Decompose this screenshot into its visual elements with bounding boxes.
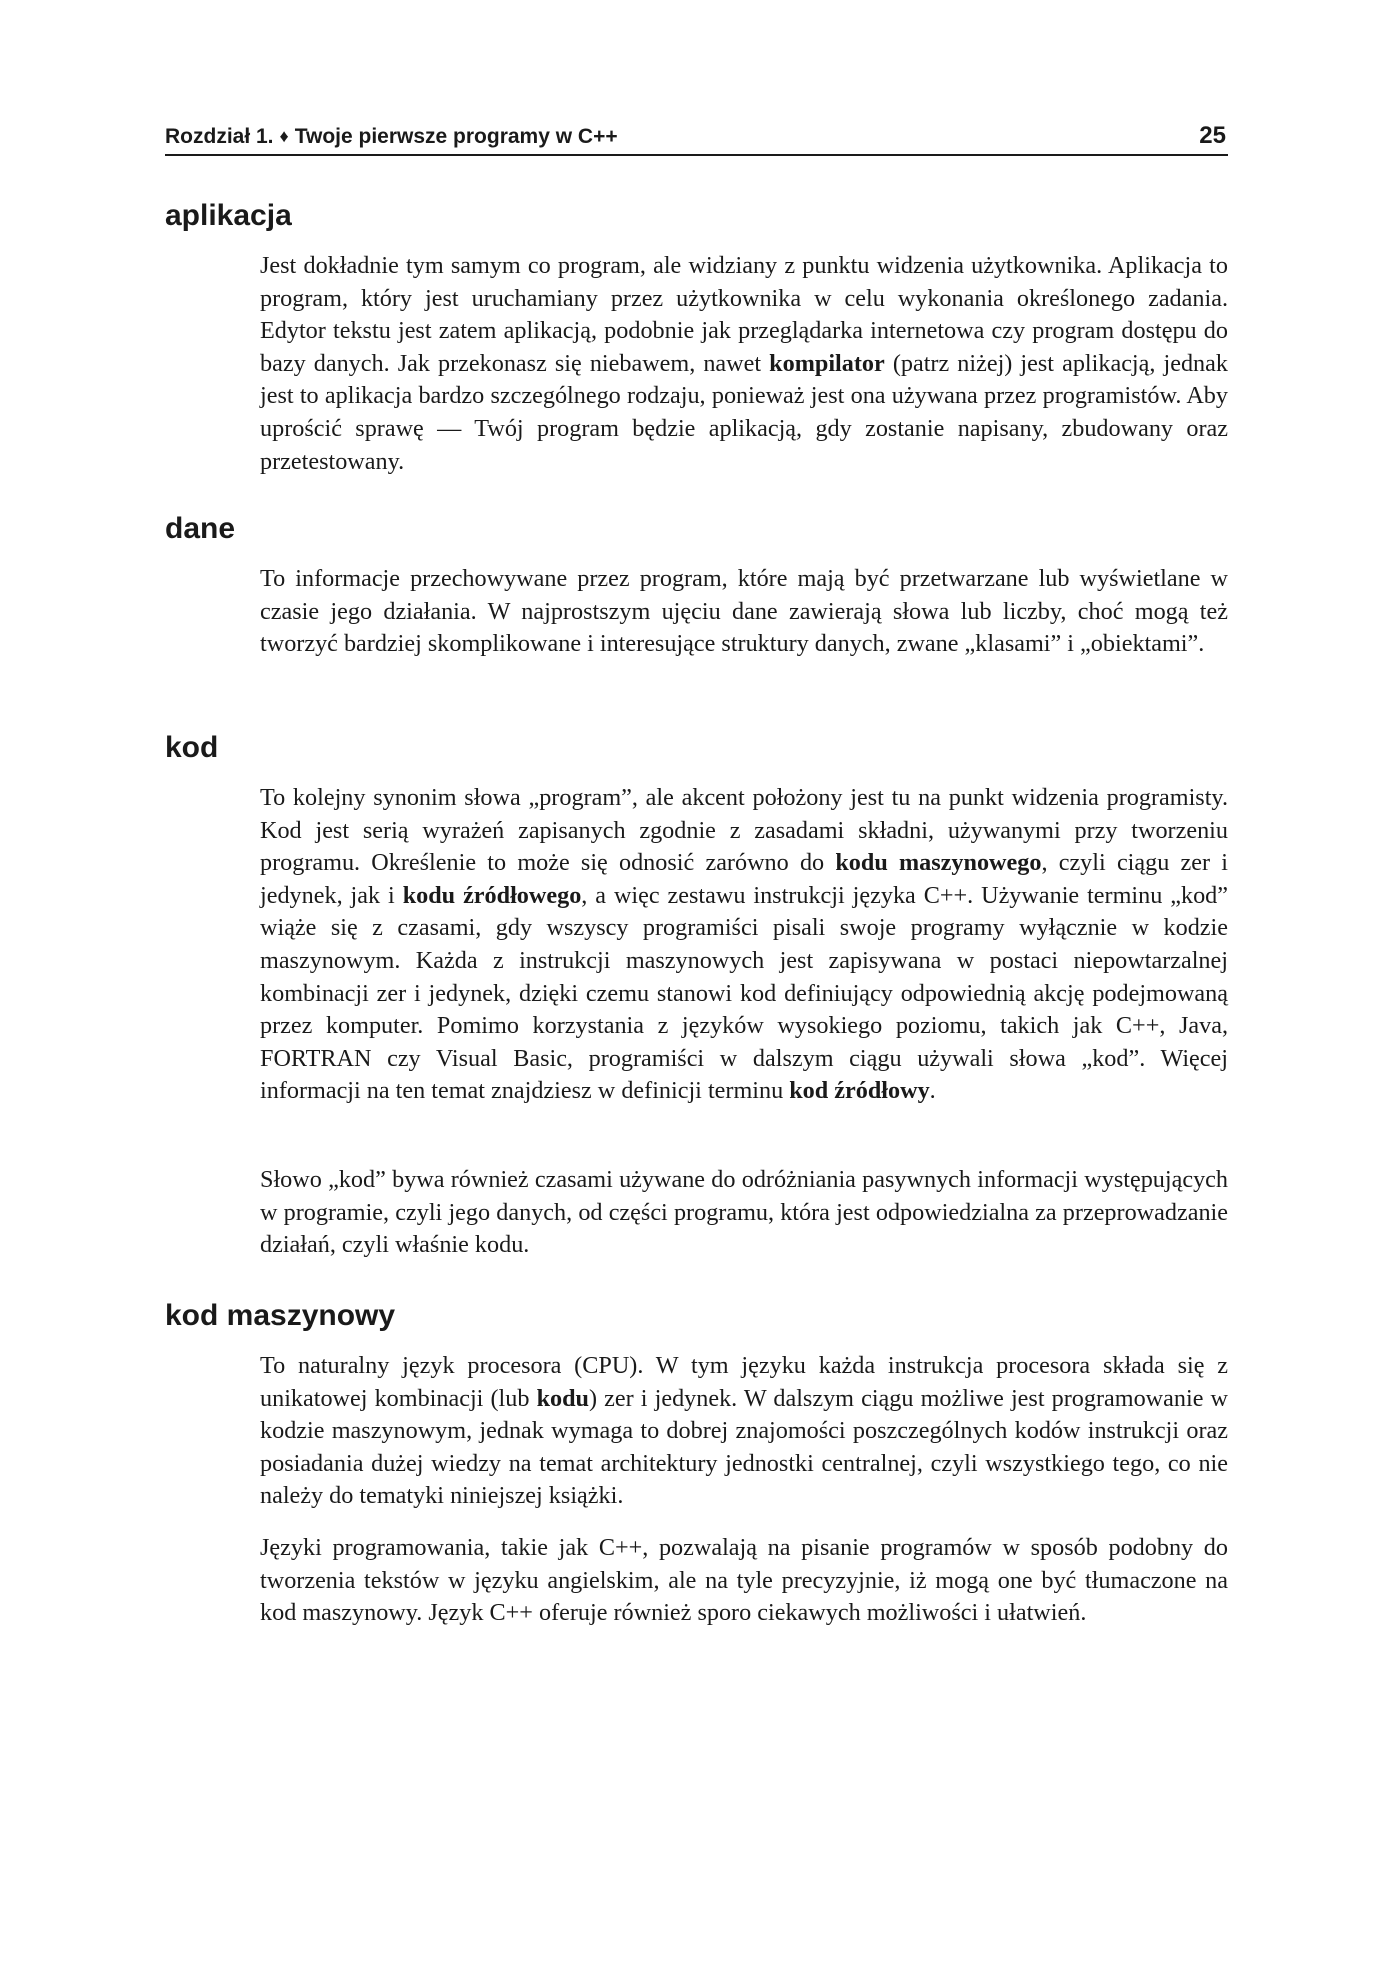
definition-paragraph [260, 1164, 1228, 1262]
text-run: , a więc zestawu instrukcji języka C++. Używanie terminu „kod” wiąże się z czasami, gdy wszyscy programiści pisali swoje programy wyłącznie w kodzie maszynowym. Każda z instrukcji maszynowych jest zapisywana w postaci niepowtarzalnej kombinacji zer i jedynek, dzięki czemu stanowi kod definiujący odpowiednią akcję podejmowaną przez komputer. Pomimo korzystania z języków wysokiego poziomu, takich jak C++, Java, FORTRAN czy Visual Basic, programiści w dalszym ciągu używali słowa „kod”. Więcej informacji na ten temat znajdziesz w definicji terminu [260, 881, 1228, 1105]
running-head [165, 118, 1228, 156]
term-kod: kod [165, 731, 219, 764]
definition-paragraph [260, 1350, 1228, 1513]
chapter-number: Rozdział 1. [165, 125, 274, 148]
term-kod-maszynowy: kod maszynowy [165, 1299, 396, 1332]
text-run: To kolejny synonim słowa „program”, ale akcent położony jest tu na punkt widzenia programisty. Kod jest serią wyrażeń zapisanych zgodnie z zasadami składni, używanymi przy tworzeniu programu. Określenie to może się odnosić zarówno do [260, 784, 1228, 877]
diamond-separator-icon: ♦ [279, 126, 289, 146]
bold-term: kompilator [769, 349, 885, 377]
text-run: To naturalny język procesora (CPU). W tym języku każda instrukcja procesora składa się z unikatowej kombinacji (lub [260, 1352, 1228, 1412]
definition-paragraph [260, 782, 1228, 1108]
text-run: Języki programowania, takie jak C++, pozwalają na pisanie programów w sposób podobny do tworzenia tekstów w języku angielskim, ale na tyle precyzyjnie, iż mogą one być tłumaczone na kod maszynowy. Język C++ oferuje również sporo ciekawych możliwości i ułatwień. [260, 1534, 1228, 1627]
term-dane: dane [165, 512, 236, 545]
text-run: Jest dokładnie tym samym co program, ale widziany z punktu widzenia użytkownika. Aplikacja to program, który jest uruchamiany przez użytkownika w celu wykonania określonego zadania. Edytor tekstu jest zatem aplikacją, podobnie jak przeglądarka internetowa czy program dostępu do bazy danych. Jak przekonasz się niebawem, nawet [260, 252, 1228, 377]
definition-paragraph [260, 563, 1228, 661]
term-aplikacja: aplikacja [165, 199, 292, 232]
chapter-heading [165, 118, 618, 155]
bold-term: kodu źródłowego [402, 881, 582, 909]
text-run: . [929, 1077, 936, 1105]
definition-paragraph [260, 250, 1228, 478]
text-run: , czyli ciągu zer i jedynek, jak i [260, 849, 1228, 909]
text-run: (patrz niżej) jest aplikacją, jednak jest to aplikacja bardzo szczególnego rodzaju, ponieważ jest ona używana przez programistów. Aby uprościć sprawę — Twój program będzie aplikacją, gdy zostanie napisany, zbudowany oraz przetestowany. [260, 349, 1228, 475]
text-run: To informacje przechowywane przez program, które mają być przetwarzane lub wyświetlane w czasie jego działania. W najprostszym ujęciu dane zawierają słowa lub liczby, choć mogą też tworzyć bardziej skomplikowane i interesujące struktury danych, zwane „klasami” i „obiektami”. [260, 565, 1228, 658]
bold-term: kod źródłowy [789, 1077, 930, 1105]
bold-term: kodu maszynowego [835, 849, 1042, 877]
chapter-title: Twoje pierwsze programy w C++ [294, 125, 618, 148]
bold-term: kodu [536, 1384, 590, 1412]
page-number: 25 [1199, 122, 1226, 149]
text-run: Słowo „kod” bywa również czasami używane do odróżniania pasywnych informacji występujących w programie, czyli jego danych, od części programu, która jest odpowiedzialna za przeprowadzanie działań, czyli właśnie kodu. [260, 1166, 1228, 1259]
definition-paragraph [260, 1532, 1228, 1630]
text-run: ) zer i jedynek. W dalszym ciągu możliwe jest programowanie w kodzie maszynowym, jednak wymaga to dobrej znajomości poszczególnych kodów instrukcji oraz posiadania dużej wiedzy na temat architektury jednostki centralnej, czyli wszystkiego tego, co nie należy do tematyki niniejszej książki. [260, 1384, 1228, 1510]
